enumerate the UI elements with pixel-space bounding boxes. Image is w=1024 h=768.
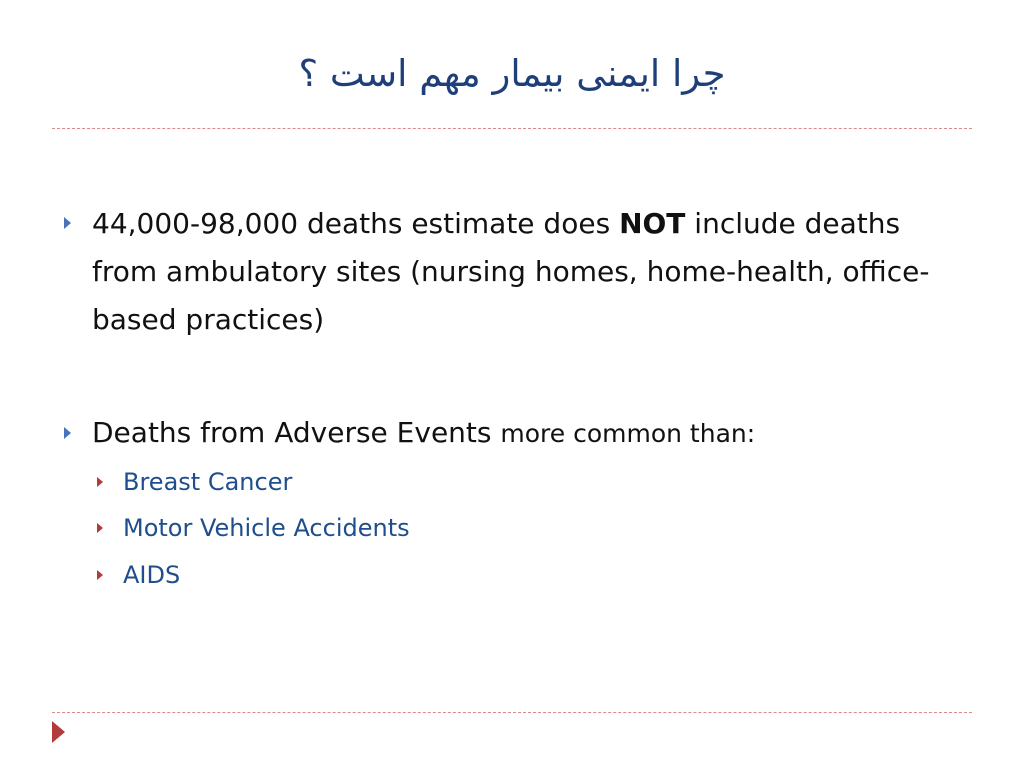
bullet-1-emphasis: NOT [619, 207, 686, 240]
sub-item-motor-vehicle-accidents: Motor Vehicle Accidents [123, 514, 410, 542]
bullet-1-post: include deaths from ambulatory sites (nursing homes, home-health, office-based practices) [92, 207, 930, 336]
footer-divider [52, 712, 972, 713]
sub-bullet-2-marker-icon [97, 523, 103, 533]
sub-bullet-3-marker-icon [97, 570, 103, 580]
bullet-2-marker-icon [64, 427, 71, 439]
bullet-1-text [92, 200, 972, 344]
bullet-1-pre: 44,000-98,000 deaths estimate does [92, 207, 620, 240]
bullet-1-marker-icon [64, 217, 71, 229]
bullet-2-text [92, 409, 972, 458]
sub-item-breast-cancer: Breast Cancer [123, 468, 293, 496]
slide-title: چرا ایمنی بیمار مهم است ؟ [298, 52, 726, 95]
bullet-2-main: Deaths from Adverse Events [92, 416, 501, 449]
sub-bullet-1-marker-icon [97, 477, 103, 487]
bullet-2-tail: more common than: [500, 419, 756, 448]
title-divider [52, 128, 972, 129]
footer-triangle-icon [52, 721, 65, 743]
sub-item-aids: AIDS [123, 561, 181, 589]
